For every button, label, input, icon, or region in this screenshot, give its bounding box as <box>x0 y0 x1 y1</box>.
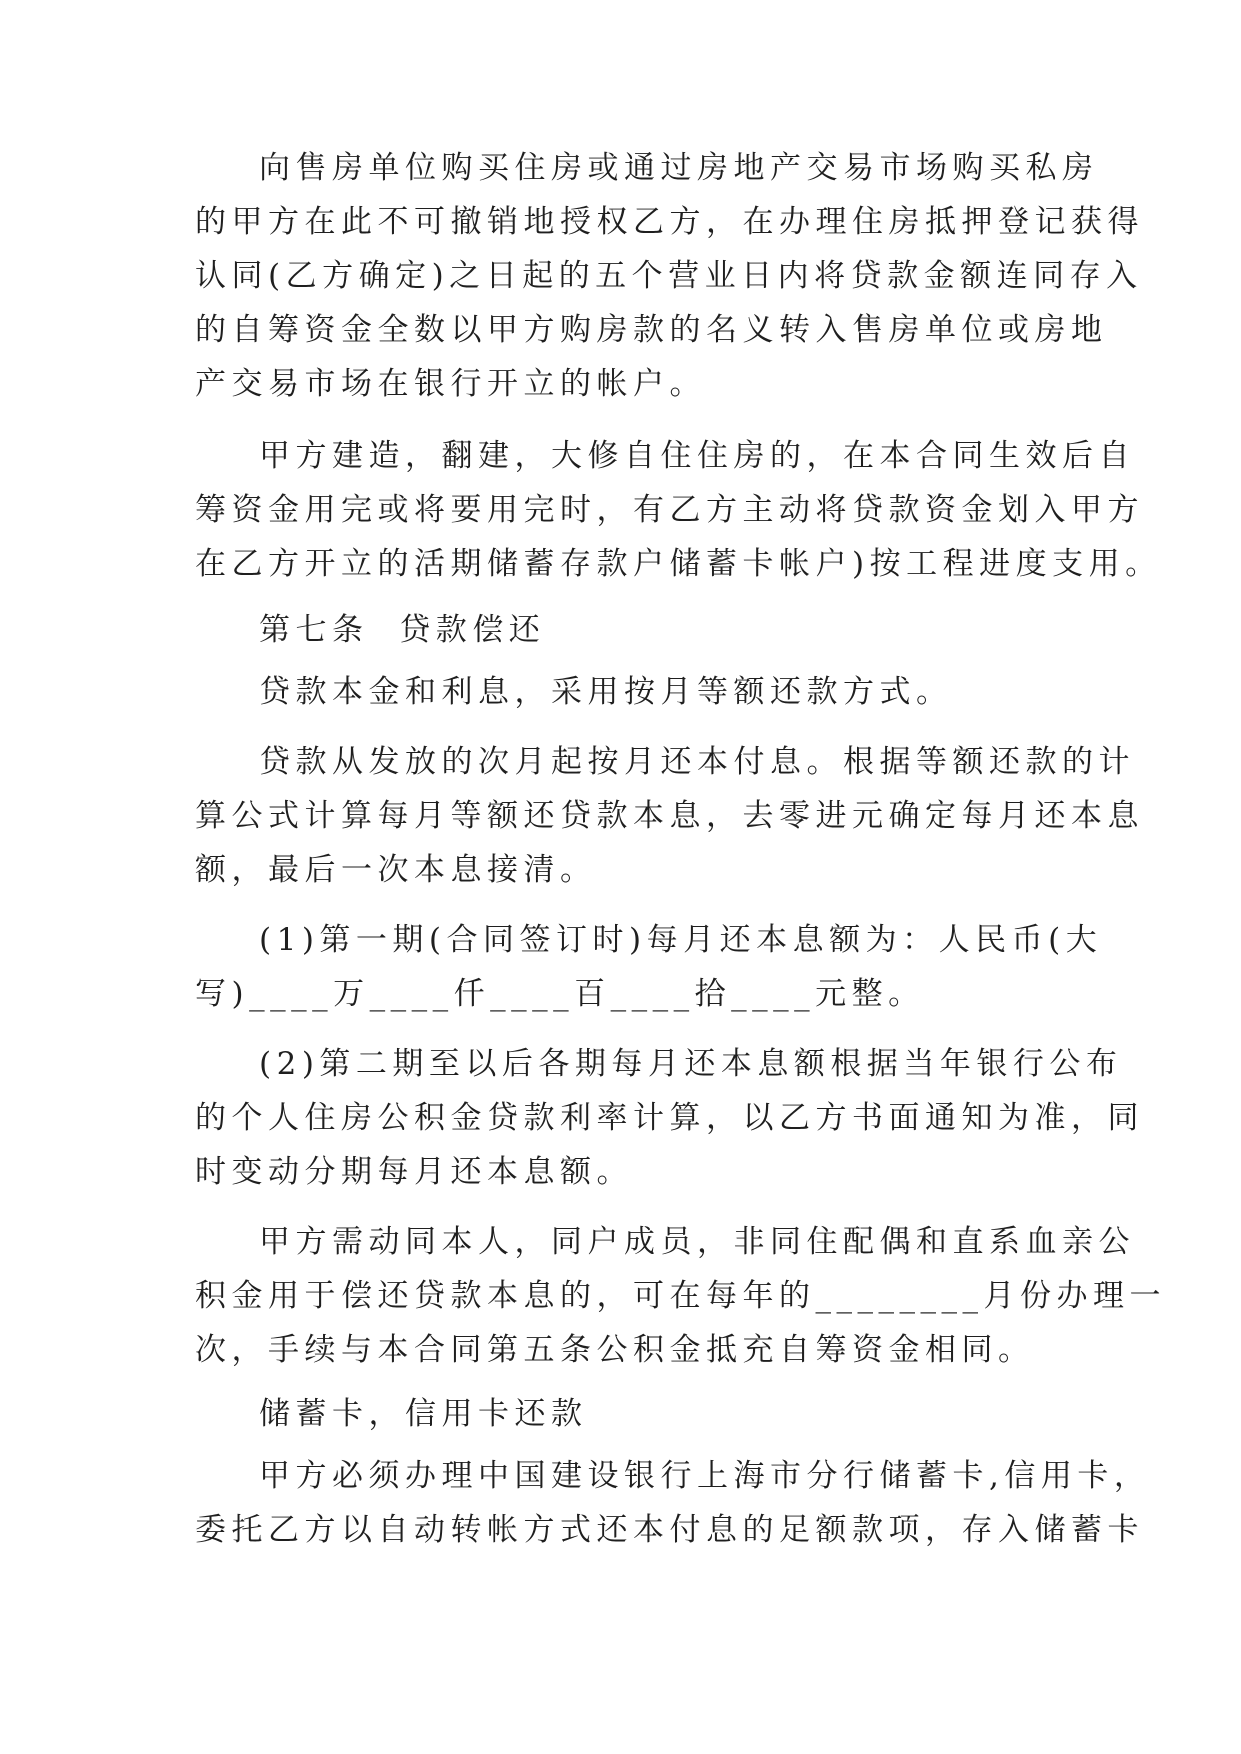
paragraph-line: 贷款从发放的次月起按月还本付息。根据等额还款的计 <box>259 744 1135 780</box>
paragraph-line: 向售房单位购买住房或通过房地产交易市场购买私房 <box>259 150 1099 186</box>
paragraph-line: 积金用于偿还贷款本息的，可在每年的________月份办理一 <box>195 1278 1166 1314</box>
paragraph-line: 委托乙方以自动转帐方式还本付息的足额款项，存入储蓄卡 <box>195 1512 1144 1548</box>
section-heading: 储蓄卡，信用卡还款 <box>259 1396 588 1432</box>
paragraph-line: 算公式计算每月等额还贷款本息，去零进元确定每月还本息 <box>195 798 1144 834</box>
paragraph-line: 的个人住房公积金贷款利率计算，以乙方书面通知为准，同 <box>195 1100 1144 1136</box>
paragraph-line: 时变动分期每月还本息额。 <box>195 1154 633 1190</box>
paragraph-line: 次，手续与本合同第五条公积金抵充自筹资金相同。 <box>195 1332 1035 1368</box>
paragraph-line: 甲方建造，翻建，大修自住住房的，在本合同生效后自 <box>259 438 1135 474</box>
paragraph-line: 筹资金用完或将要用完时，有乙方主动将贷款资金划入甲方 <box>195 492 1144 528</box>
paragraph-line: 贷款本金和利息，采用按月等额还款方式。 <box>259 674 953 710</box>
paragraph-line: 的甲方在此不可撤销地授权乙方，在办理住房抵押登记获得 <box>195 204 1144 240</box>
paragraph-line: 甲方需动同本人，同户成员，非同住配偶和直系血亲公 <box>259 1224 1135 1260</box>
section-heading: 第七条 贷款偿还 <box>259 612 546 648</box>
paragraph-line: 的自筹资金全数以甲方购房款的名义转入售房单位或房地 <box>195 312 1108 348</box>
paragraph-line: 写)____万____仟____百____拾____元整。 <box>195 976 925 1012</box>
paragraph-line: (1)第一期(合同签订时)每月还本息额为：人民币(大 <box>259 922 1103 958</box>
paragraph-line: 产交易市场在银行开立的帐户。 <box>195 366 706 402</box>
paragraph-line: (2)第二期至以后各期每月还本息额根据当年银行公布 <box>259 1046 1123 1082</box>
paragraph-line: 甲方必须办理中国建设银行上海市分行储蓄卡,信用卡， <box>259 1458 1151 1494</box>
paragraph-line: 在乙方开立的活期储蓄存款户储蓄卡帐户)按工程进度支用。 <box>195 546 1162 582</box>
paragraph-line: 认同(乙方确定)之日起的五个营业日内将贷款金额连同存入 <box>195 258 1143 294</box>
paragraph-line: 额，最后一次本息接清。 <box>195 852 597 888</box>
